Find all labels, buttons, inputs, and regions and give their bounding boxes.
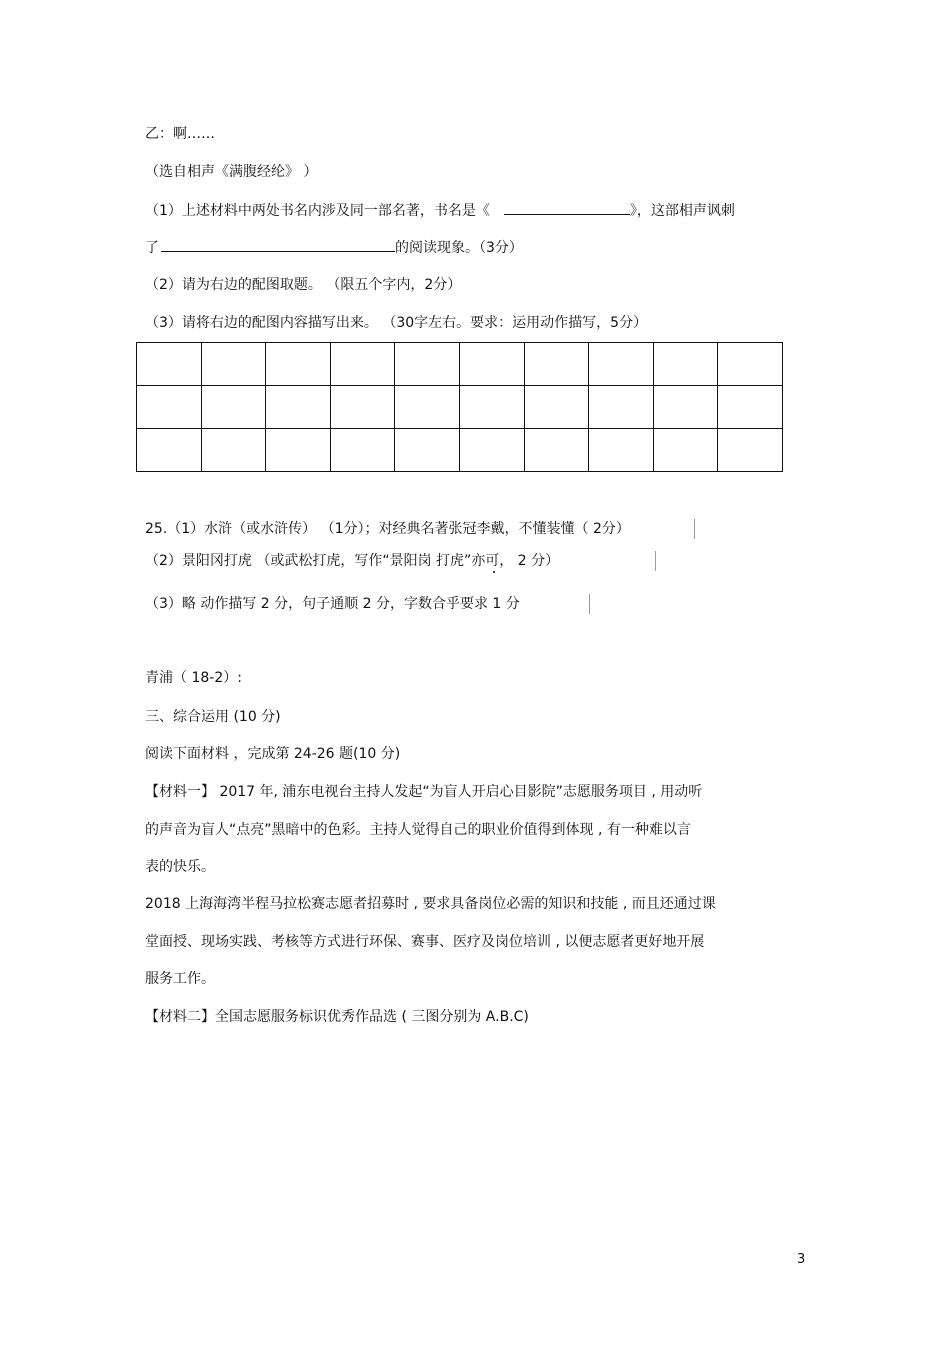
reading-instruction: 阅读下面材料 ，完成第 24-26 题(10 分) [145,746,401,762]
question-1-text-a: （1）上述材料中两处书名内涉及同一部名著，书名是《 [145,203,490,219]
section-3-heading: 三、综合运用 (10 分) [145,709,281,725]
question-1-text-b: 》，这部相声讽刺 [629,203,735,219]
material-2-line: 【材料二】全国志愿服务标识优秀作品选 ( 三图分别为 A.B.C) [145,1009,529,1025]
answer-25-part-2: （2）景阳冈打虎 （或武松打虎，写作“景阳岗 打虎”亦可， 2 分） [145,553,560,569]
dialogue-line-yi: 乙：啊…… [145,126,215,142]
material-1-line-1: 【材料一】 2017 年, 浦东电视台主持人发起“为盲人开启心目影院”志愿服务项目 , 用动听 [145,784,703,800]
margin-bar [589,594,590,614]
section-qingpu-heading: 青浦（ 18-2）: [145,670,242,686]
answer-25-part-1: 25.（1）水浒（或水浒传） （1分）；对经典名著张冠李戴，不懂装懂（ 2分） [145,521,630,537]
margin-bar [694,519,695,539]
question-1-text-c: 了 [145,240,159,256]
question-1-line-2 [145,237,523,258]
material-1-line-3: 表的快乐。 [145,859,215,875]
material-1b-line-2: 堂面授、现场实践、考核等方式进行环保、赛事、医疗及岗位培训 , 以便志愿者更好地开展 [145,934,705,950]
question-2-line: （2）请为右边的配图取题。 （限五个字内，2分） [145,277,462,293]
grid-row [137,343,783,386]
margin-bar [655,551,656,571]
question-1-line-1 [145,200,735,221]
writing-grid [136,342,783,472]
answer-25-part-3: （3）略 动作描写 2 分，句子通顺 2 分，字数合乎要求 1 分 [145,596,520,612]
source-line: （选自相声《满腹经纶》 ） [145,164,318,180]
page-number: 3 [797,1252,806,1267]
question-3-line: （3）请将右边的配图内容描写出来。 （30字左右。要求：运用动作描写，5分） [145,315,648,331]
material-1b-line-1: 2018 上海海湾半程马拉松赛志愿者招募时 , 要求具备岗位必需的知识和技能 , 而且还通过课 [145,896,716,912]
answer-blank-phenomenon [161,237,395,252]
question-1-text-d: 的阅读现象。（3分） [395,240,523,256]
stray-dot [493,571,495,573]
answer-blank-book [504,200,630,215]
grid-row [137,386,783,429]
material-1-line-2: 的声音为盲人“点亮”黑暗中的色彩。主持人觉得自己的职业价值得到体现 , 有一种难以言 [145,822,691,838]
grid-row [137,429,783,472]
material-1b-line-3: 服务工作。 [145,971,215,987]
